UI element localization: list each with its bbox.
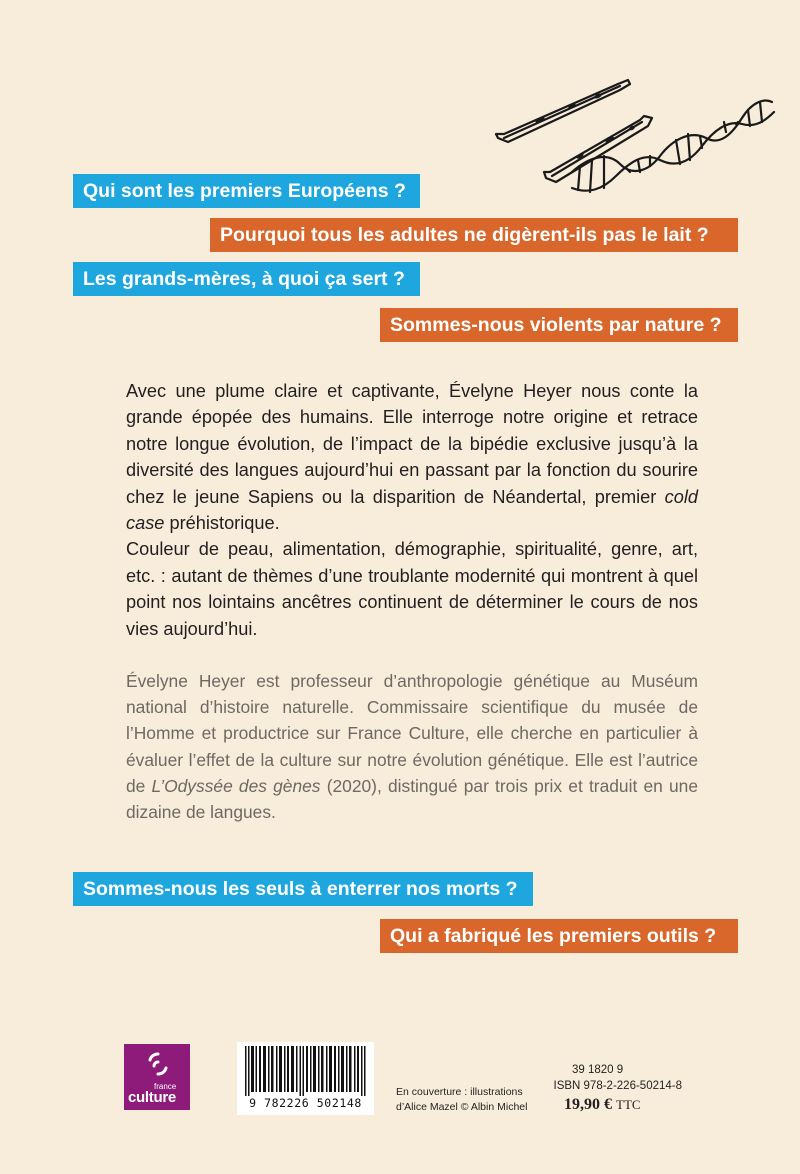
isbn-number: ISBN 978-2-226-50214-8 <box>553 1080 682 1092</box>
logo-text-culture: culture <box>128 1089 176 1106</box>
isbn-barcode <box>237 1042 374 1115</box>
description-paragraph-2: Couleur de peau, alimentation, démographie, spiritualité, genre, art, etc. : autant de thèmes d’une troublante modernité qui montrent à quel point nos lointains ancêtres continuent de déterminer le cours de nos vies aujourd’hui. <box>126 539 698 639</box>
question-tag-first-tools: Qui a fabriqué les premiers outils ? <box>380 919 738 953</box>
france-culture-logo-icon <box>144 1050 172 1078</box>
question-tag-first-europeans: Qui sont les premiers Européens ? <box>73 174 420 208</box>
bones-dna-illustration <box>480 60 780 210</box>
description-paragraph-1: Avec une plume claire et captivante, Évelyne Heyer nous conte la grande épopée des humains. Elle interroge notre origine et retrace notre longue évolution, de l’impact de la bipédie exclusive jusqu’à la diversité des langues aujourd’hui en passant par la fonction du sourire chez le jeune Sapiens ou la disparition de Néandertal, premier cold case préhistorique. <box>126 381 698 534</box>
product-codes <box>552 1062 682 1094</box>
author-bio: Évelyne Heyer est professeur d’anthropologie génétique au Muséum national d’histoire naturelle. Commissaire scientifique du musée de l’Homme et productrice sur France Culture, elle cherche en particulier à évaluer l’effet de la culture sur notre évolution génétique. Elle est l’autrice de L’Odyssée des gènes (2020), distingué par trois prix et traduit en une dizaine de langues. <box>126 671 698 823</box>
barcode-digits: 9 782226 502148 <box>249 1096 362 1110</box>
price: 19,90 € TTC <box>564 1096 641 1113</box>
question-tag-milk-digestion: Pourquoi tous les adultes ne digèrent-ils pas le lait ? <box>210 218 738 252</box>
question-tag-burial: Sommes-nous les seuls à enterrer nos morts ? <box>73 872 533 906</box>
barcode-bars <box>245 1046 366 1096</box>
question-tag-violence: Sommes-nous violents par nature ? <box>380 308 738 342</box>
logo-text-france: france <box>154 1082 177 1091</box>
france-culture-logo <box>124 1044 190 1110</box>
reference-number: 39 1820 9 <box>572 1064 624 1076</box>
italic-cold-case: cold case <box>126 486 698 534</box>
question-tag-grandmothers: Les grands-mères, à quoi ça sert ? <box>73 262 420 296</box>
book-title-odyssee: L’Odyssée des gènes <box>151 775 321 796</box>
book-description <box>126 378 698 642</box>
cover-credit: En couverture : illustrations d’Alice Mazel © Albin Michel <box>396 1086 528 1113</box>
